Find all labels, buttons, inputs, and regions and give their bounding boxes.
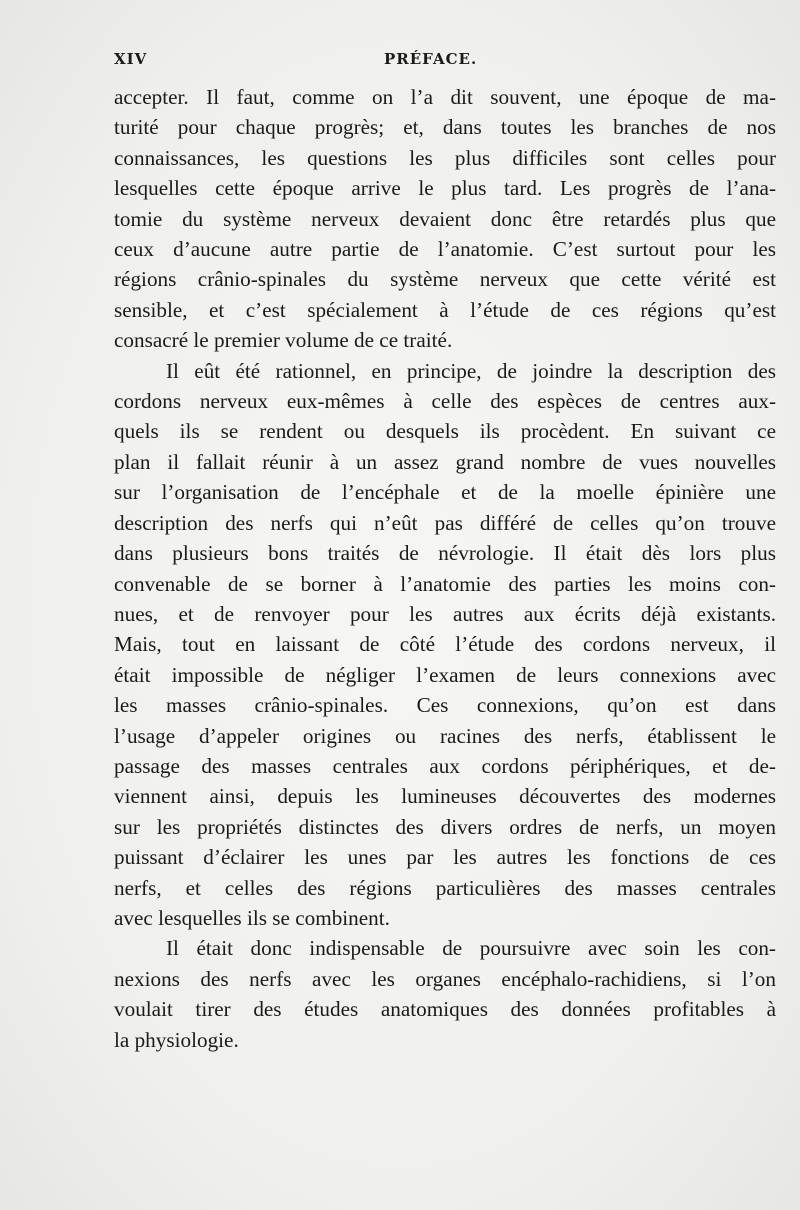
text-line: cordons nerveux eux-mêmes à celle des espèces de centres aux-: [114, 389, 776, 414]
paragraph: [114, 933, 776, 1055]
text-line: sur les propriétés distinctes des divers ordres de nerfs, un moyen: [114, 814, 776, 839]
text-line: viennent ainsi, depuis les lumineuses découvertes des modernes: [114, 784, 776, 809]
text-line: tomie du système nerveux devaient donc être retardés plus que: [114, 206, 776, 231]
paragraph: [114, 356, 776, 934]
text-line: connaissances, les questions les plus difficiles sont celles pour: [114, 145, 776, 170]
text-line: la physiologie.: [114, 1027, 239, 1052]
text-line: nues, et de renvoyer pour les autres aux écrits déjà existants.: [114, 601, 776, 626]
text-line: turité pour chaque progrès; et, dans toutes les branches de nos: [114, 115, 776, 140]
text-line: quels ils se rendent ou desquels ils procèdent. En suivant ce: [114, 419, 776, 444]
running-title: PRÉFACE.: [384, 50, 478, 68]
body-text: [114, 82, 776, 1055]
text-line: sur l’organisation de l’encéphale et de la moelle épinière une: [114, 480, 776, 505]
text-line: avec lesquelles ils se combinent.: [114, 905, 390, 930]
text-line: nexions des nerfs avec les organes encéphalo-rachidiens, si l’on: [114, 966, 776, 991]
text-line: plan il fallait réunir à un assez grand nombre de vues nouvelles: [114, 449, 776, 474]
text-line: dans plusieurs bons traités de névrologie. Il était dès lors plus: [114, 541, 776, 566]
text-line: les masses crânio-spinales. Ces connexions, qu’on est dans: [114, 693, 776, 718]
text-line: accepter. Il faut, comme on l’a dit souvent, une époque de ma-: [114, 85, 776, 109]
text-line: consacré le premier volume de ce traité.: [114, 328, 453, 353]
text-line: régions crânio-spinales du système nerveux que cette vérité est: [114, 267, 776, 292]
text-line: ceux d’aucune autre partie de l’anatomie. C’est surtout pour les: [114, 237, 776, 262]
text-line: Il eût été rationnel, en principe, de joindre la description des: [166, 358, 776, 383]
page-header: [114, 50, 776, 74]
text-line: était impossible de négliger l’examen de leurs connexions avec: [114, 662, 776, 687]
text-line: nerfs, et celles des régions particulières des masses centrales: [114, 875, 776, 900]
page-number: XIV: [114, 50, 148, 68]
text-line: passage des masses centrales aux cordons périphériques, et de-: [114, 753, 776, 778]
text-line: voulait tirer des études anatomiques des données profitables à: [114, 997, 776, 1022]
text-line: convenable de se borner à l’anatomie des parties les moins con-: [114, 571, 776, 596]
text-line: sensible, et c’est spécialement à l’étude de ces régions qu’est: [114, 297, 776, 322]
text-line: l’usage d’appeler origines ou racines des nerfs, établissent le: [114, 723, 776, 748]
text-line: puissant d’éclairer les unes par les autres les fonctions de ces: [114, 845, 776, 870]
text-line: description des nerfs qui n’eût pas différé de celles qu’on trouve: [114, 510, 776, 535]
text-line: lesquelles cette époque arrive le plus tard. Les progrès de l’ana-: [114, 176, 776, 201]
text-line: Il était donc indispensable de poursuivre avec soin les con-: [166, 936, 776, 961]
text-line: Mais, tout en laissant de côté l’étude des cordons nerveux, il: [114, 632, 776, 657]
paragraph: [114, 82, 776, 356]
